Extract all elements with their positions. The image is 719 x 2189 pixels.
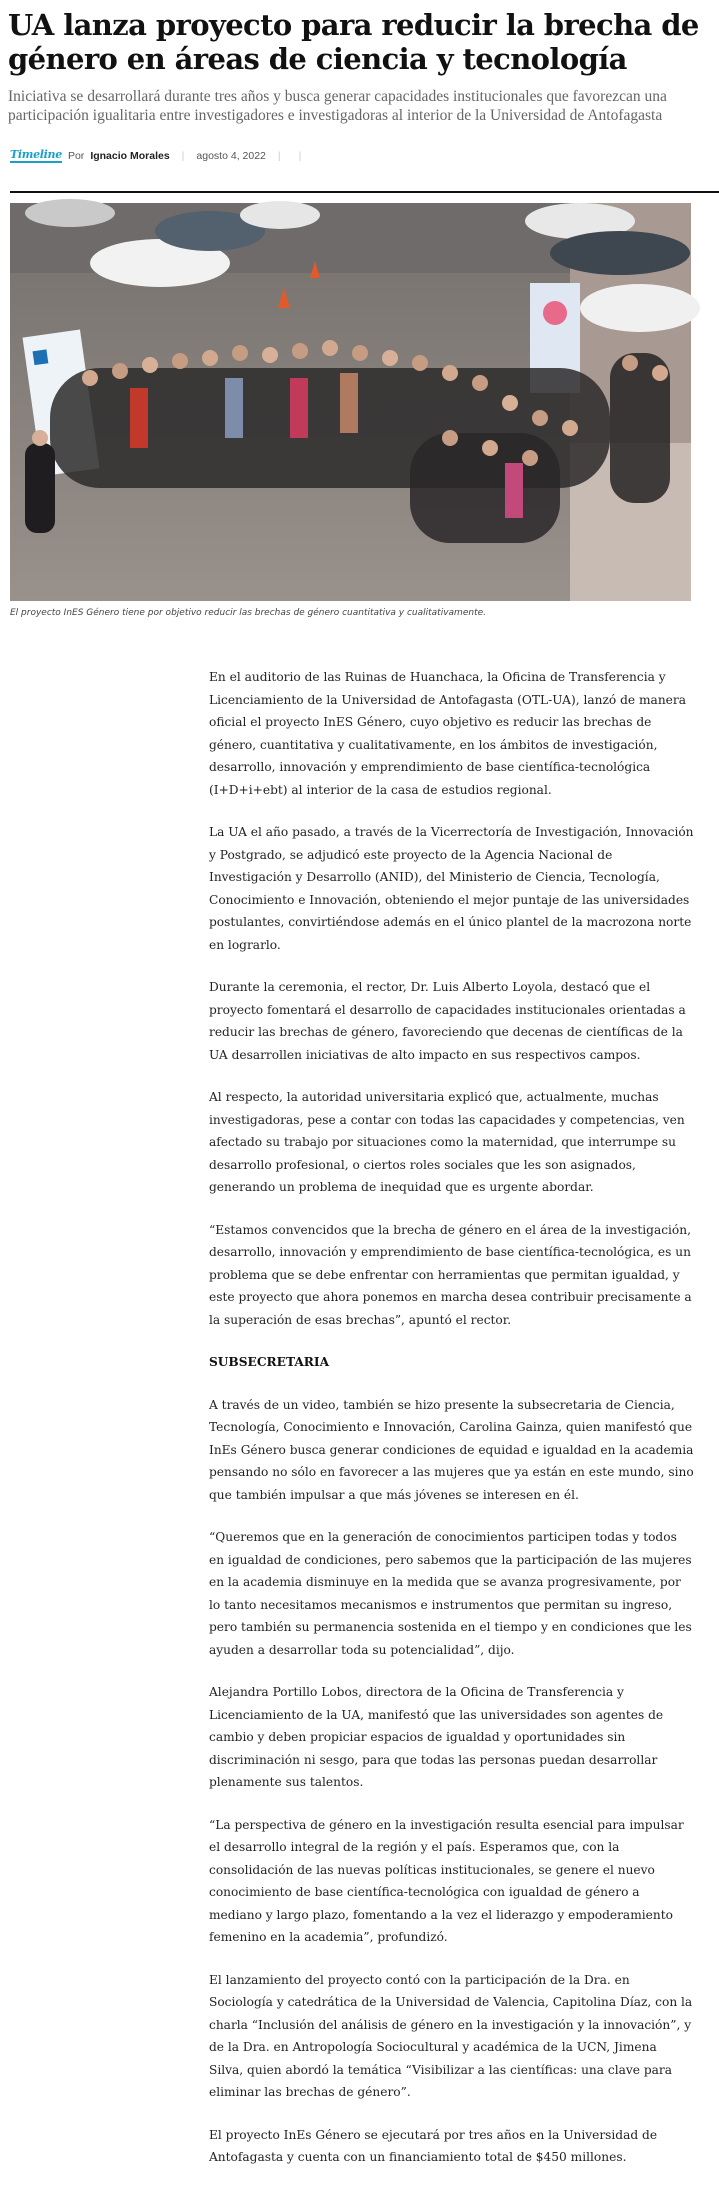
timeline-logo[interactable]: Timeline	[10, 148, 62, 161]
article-body	[209, 666, 694, 2189]
article-paragraph: En el auditorio de las Ruinas de Huanchaca, la Oficina de Transferencia y Licenciamiento de la Universidad de Antofagasta (OTL-UA), lanzó de manera oficial el proyecto InES Género, cuyo objetivo es reducir las brechas de género, cuantitativa y cualitativamente, en los ámbitos de investigación, desarrollo, innovación y emprendimiento de base científica-tecnológica (I+D+i+ebt) al interior de la casa de estudios regional.	[209, 670, 686, 797]
article-meta	[10, 147, 307, 165]
article-paragraph: El proyecto InEs Género se ejecutará por tres años en la Universidad de Antofagasta y cuenta con un financiamiento total de $450 millones.	[209, 2127, 658, 2164]
meta-divider: |	[298, 150, 302, 162]
meta-divider: |	[181, 150, 185, 162]
group-photo-illustration	[10, 203, 691, 601]
article-paragraph: “Queremos que en la generación de conocimientos participen todas y todos en igualdad de condiciones, pero sabemos que la participación de las mujeres en la academia disminuye en la medida que se avanza progresivamente, por lo tanto necesitamos mecanismos e instrumentos que permitan su ingreso, pero también su permanencia sostenida en el tiempo y en condiciones que les ayuden a desarrollar toda su potencialidad”, dijo.	[209, 1530, 692, 1657]
article-paragraph: La UA el año pasado, a través de la Vicerrectoría de Investigación, Innovación y Postgrado, se adjudicó este proyecto de la Agencia Nacional de Investigación y Desarrollo (ANID), del Ministerio de Ciencia, Tecnología, Conocimiento e Innovación, obteniendo el mejor puntaje de las universidades postulantes, convirtiéndose además en el único plantel de la macrozona norte en lograrlo.	[209, 825, 694, 952]
article-paragraph: Durante la ceremonia, el rector, Dr. Luis Alberto Loyola, destacó que el proyecto fomentará el desarrollo de capacidades institucionales orientadas a reducir las brechas de género, favoreciendo que decenas de científicas de la UA desarrollen iniciativas de alto impacto en sus respectivos campos.	[209, 980, 686, 1062]
author-link[interactable]: Ignacio Morales	[90, 150, 170, 162]
article-paragraph: Al respecto, la autoridad universitaria explicó que, actualmente, muchas investigadoras, pese a contar con todas las capacidades y competencias, ven afectado su trabajo por situaciones como la maternidad, que interrumpe su desarrollo profesional, o ciertos roles sociales que les son asignados, generando un problema de inequidad que es urgente abordar.	[209, 1090, 685, 1194]
article-paragraph: “Estamos convencidos que la brecha de género en el área de la investigación, desarrollo, innovación y emprendimiento de base científica-tecnológica, es un problema que se debe enfrentar con herramientas que permitan igualdad, y este proyecto que ahora ponemos en marcha desea contribuir precisamente a la superación de esas brechas”, apuntó el rector.	[209, 1222, 692, 1327]
section-heading: SUBSECRETARIA	[209, 1355, 330, 1369]
article-paragraph: “La perspectiva de género en la investigación resulta esencial para impulsar el desarrollo integral de la región y el país. Esperamos que, con la consolidación de las nuevas políticas institucionales, se genere el nuevo conocimiento de base científica-tecnológica con igualdad de género a mediano y largo plazo, fomentando a la vez el liderazgo y empoderamiento femenino en la academia”, profundizó.	[209, 1817, 684, 1944]
article-paragraph: A través de un video, también se hizo presente la subsecretaria de Ciencia, Tecnología, Conocimiento e Innovación, Carolina Gainza, quien manifestó que InEs Género busca generar condiciones de equidad e igualdad en la academia pensando no sólo en favorecer a las mujeres que ya están en este mundo, sino que también impulsar a que más jóvenes se interesen en él.	[209, 1397, 694, 1502]
article-subtitle: Iniciativa se desarrollará durante tres años y busca generar capacidades institucionales que favorezcan una participación igualitaria entre investigadores e investigadoras al interior de la Universidad de Antofagasta	[8, 88, 667, 124]
article-paragraph: El lanzamiento del proyecto contó con la participación de la Dra. en Sociología y catedrática de la Universidad de Valencia, Capitolina Díaz, con la charla “Inclusión del análisis de género en la investigación y la innovación”, y de la Dra. en Antropología Sociocultural y académica de la UCN, Jimena Silva, quien abordó la temática “Visibilizar a las científicas: una clave para eliminar las brechas de género”.	[209, 1972, 693, 2099]
header-divider	[10, 191, 719, 193]
photo-caption: El proyecto InES Género tiene por objetivo reducir las brechas de género cuantitativa y cualitativamente.	[10, 608, 486, 618]
by-label: Por	[67, 150, 85, 162]
meta-divider: |	[277, 150, 281, 162]
article-title: UA lanza proyecto para reducir la brecha de género en áreas de ciencia y tecnología	[8, 8, 699, 76]
article-paragraph: Alejandra Portillo Lobos, directora de la Oficina de Transferencia y Licenciamiento de la UA, manifestó que las universidades son agentes de cambio y deben propiciar espacios de igualdad y oportunidades sin discriminación ni sesgo, para que todas las personas puedan desarrollar plenamente sus talentos.	[209, 1685, 664, 1789]
publish-date: agosto 4, 2022	[196, 150, 266, 162]
article-photo	[10, 203, 691, 601]
